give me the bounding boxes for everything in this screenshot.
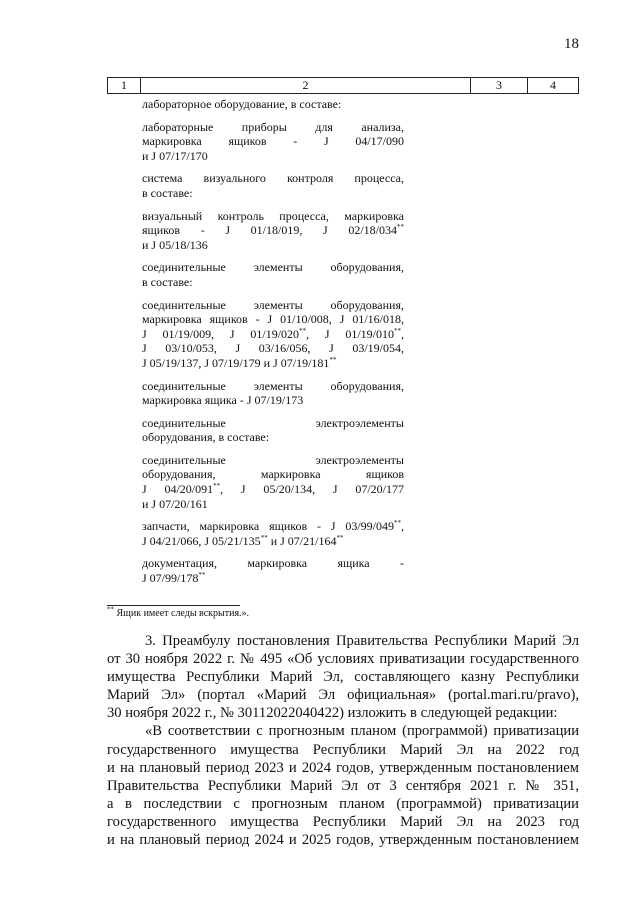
- table-entry-line: маркировка ящиков - J 01/10/008, J 01/16/018,: [142, 312, 404, 327]
- table-entry: [142, 171, 404, 200]
- table-entry: [142, 453, 404, 511]
- table-entry: [142, 519, 404, 548]
- table-entry-line: J 05/19/137, J 07/19/179 и J 07/19/181**: [142, 355, 337, 370]
- table-entry-line: и J 05/18/136: [142, 237, 208, 252]
- table-header-cell: 1: [108, 78, 141, 93]
- table-entry: [142, 209, 404, 253]
- body-line: «В соответствии с прогнозным планом (программой) приватизации: [145, 723, 579, 740]
- table-entry-line: лабораторное оборудование, в составе:: [142, 97, 342, 111]
- table-entry: [142, 260, 404, 289]
- table-entry-line: J 03/10/053, J 03/16/056, J 03/19/054,: [142, 341, 404, 356]
- table-entry-line: J 07/99/178**: [142, 571, 206, 586]
- table-entry-line: лабораторные приборы для анализа,: [142, 119, 404, 134]
- table-entry-line: соединительные электроэлементы: [142, 415, 404, 430]
- body-line: и на плановый период 2024 и 2025 годов, утвержденным постановлением: [107, 832, 579, 849]
- table-entry-line: соединительные элементы оборудования,: [142, 297, 404, 312]
- body-line: 30 ноября 2022 г., № 30112022040422) изложить в следующей редакции:: [107, 705, 558, 722]
- body-line: государственного имущества Республики Марий Эл на 2023 год: [107, 813, 579, 830]
- table-header-cell: 3: [471, 78, 528, 93]
- footnote-divider: [107, 605, 240, 606]
- table-entry-line: оборудования, в составе:: [142, 430, 270, 445]
- table-entry-line: система визуального контроля процесса,: [142, 171, 404, 186]
- table-entry-line: ящиков - J 01/18/019, J 02/18/034**: [142, 223, 404, 238]
- body-line: государственного имущества Республики Марий Эл на 2022 год: [107, 741, 579, 758]
- table-entry: [142, 379, 404, 408]
- table-entry-line: и J 07/20/161: [142, 496, 208, 511]
- body-line: от 30 ноября 2022 г. № 495 «Об условиях приватизации государственного: [107, 651, 579, 668]
- body-line: и на плановый период 2023 и 2024 годов, утвержденным постановлением: [107, 759, 579, 776]
- table-entry: [142, 298, 404, 371]
- table-entry-line: в составе:: [142, 185, 193, 200]
- table-entry-line: и J 07/17/170: [142, 148, 208, 163]
- body-line: а в последствии с прогнозным планом (программой) приватизации: [107, 795, 579, 812]
- footnote: ** Ящик имеет следы вскрытия.».: [107, 605, 250, 619]
- table-entry: [142, 556, 404, 585]
- table-header-cell: 2: [141, 78, 471, 93]
- table-entry: [142, 120, 404, 164]
- table-entry-line: визуальный контроль процесса, маркировка: [142, 208, 404, 223]
- table-entry: [142, 416, 404, 445]
- body-line: 3. Преамбулу постановления Правительства Республики Марий Эл: [145, 633, 579, 649]
- table-column-2-content: [142, 97, 404, 594]
- table-entry-line: соединительные электроэлементы: [142, 452, 404, 467]
- table-entry-line: соединительные элементы оборудования,: [142, 378, 404, 393]
- table-header-cell: 4: [550, 78, 556, 92]
- table-entry: [142, 97, 404, 112]
- table-entry-line: в составе:: [142, 274, 193, 289]
- table-entry-line: документация, маркировка ящика -: [142, 556, 404, 571]
- table-entry-line: J 01/19/009, J 01/19/020**, J 01/19/010**,: [142, 326, 404, 341]
- body-line: имущества Республики Марий Эл, составляющего казну Республики: [107, 669, 579, 686]
- table-entry-line: оборудования, маркировка ящиков: [142, 467, 404, 482]
- body-line: Правительства Республики Марий Эл от 3 сентября 2021 г. № 351,: [107, 777, 579, 794]
- table-entry-line: J 04/21/066, J 05/21/135** и J 07/21/164**: [142, 533, 344, 548]
- page-number: 18: [564, 36, 579, 52]
- table-entry-line: маркировка ящика - J 07/19/173: [142, 393, 304, 408]
- table-entry-line: запчасти, маркировка ящиков - J 03/99/049**,: [142, 519, 404, 534]
- body-line: Марий Эл» (портал «Марий Эл официальная» (portal.mari.ru/pravo),: [107, 687, 579, 704]
- table-entry-line: J 04/20/091**, J 05/20/134, J 07/20/177: [142, 482, 404, 497]
- table-header-row: [107, 77, 579, 94]
- table-entry-line: соединительные элементы оборудования,: [142, 260, 404, 275]
- body-text: [107, 632, 579, 849]
- table-entry-line: маркировка ящиков - J 04/17/090: [142, 134, 404, 149]
